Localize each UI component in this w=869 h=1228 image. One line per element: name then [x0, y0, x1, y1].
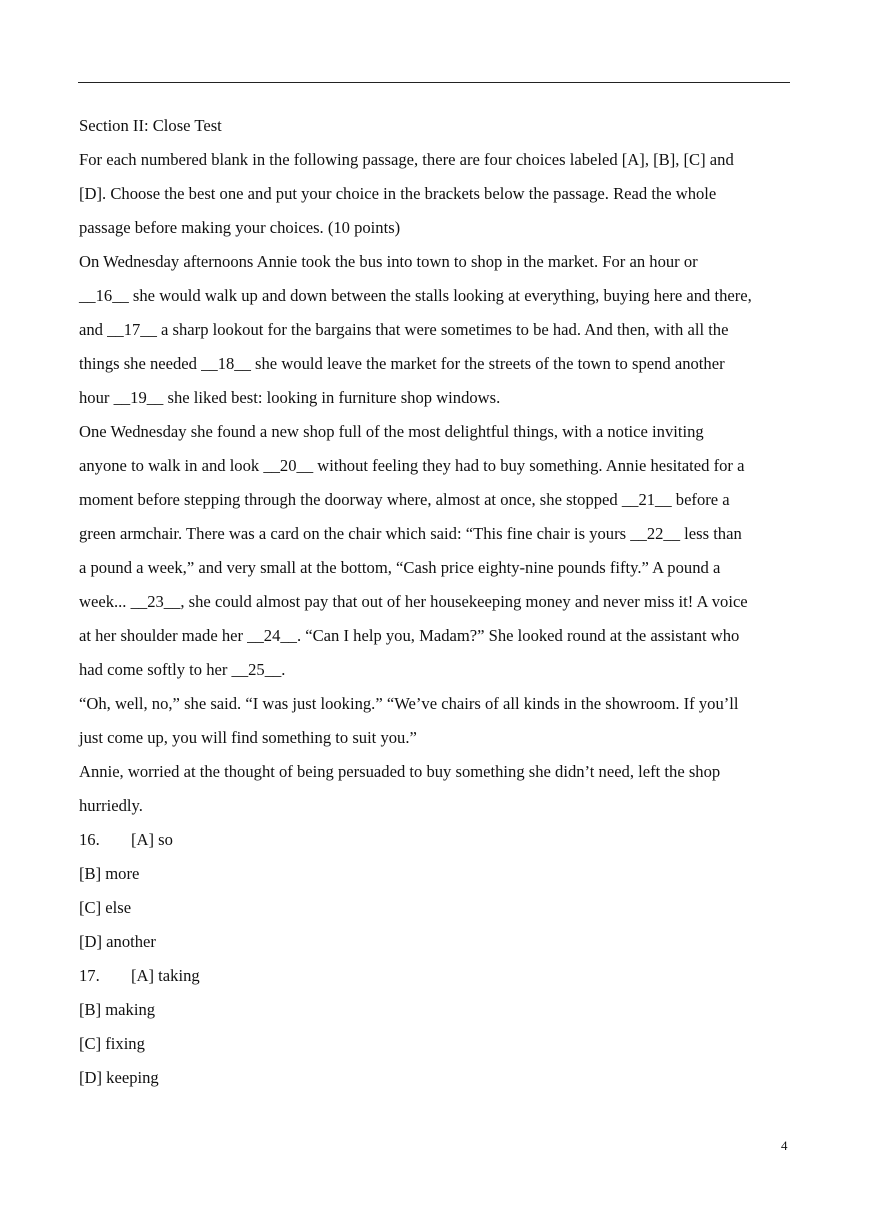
passage-line: One Wednesday she found a new shop full of the most delightful things, with a notice inviting — [79, 422, 704, 441]
passage-line: “Oh, well, no,” she said. “I was just looking.” “We’ve chairs of all kinds in the showroom. If you’ll — [79, 694, 739, 713]
option-d: [D] another — [79, 932, 156, 951]
option-c: [C] fixing — [79, 1034, 145, 1053]
passage-line: anyone to walk in and look __20__ without feeling they had to buy something. Annie hesitated for a — [79, 456, 745, 475]
passage-line: hour __19__ she liked best: looking in furniture shop windows. — [79, 388, 501, 407]
question-17 — [79, 959, 791, 993]
option-d: [D] keeping — [79, 1068, 159, 1087]
option-a: [A] taking — [131, 966, 200, 985]
passage-line: had come softly to her __25__. — [79, 660, 286, 679]
option-a: [A] so — [131, 830, 173, 849]
header-rule — [78, 82, 790, 83]
page-content — [79, 109, 791, 1095]
passage-line: a pound a week,” and very small at the bottom, “Cash price eighty-nine pounds fifty.” A pound a — [79, 558, 721, 577]
instructions-line: passage before making your choices. (10 points) — [79, 218, 401, 237]
passage-line: Annie, worried at the thought of being persuaded to buy something she didn’t need, left the shop — [79, 762, 721, 781]
passage-line: and __17__ a sharp lookout for the bargains that were sometimes to be had. And then, with all the — [79, 320, 729, 339]
question-number: 16. — [79, 830, 100, 849]
option-b: [B] making — [79, 1000, 156, 1019]
option-c: [C] else — [79, 898, 132, 917]
passage-line: week... __23__, she could almost pay that out of her housekeeping money and never miss it! A voice — [79, 592, 748, 611]
instructions-line: For each numbered blank in the following passage, there are four choices labeled [A], [B], [C] and — [79, 150, 734, 169]
instructions-line: [D]. Choose the best one and put your choice in the brackets below the passage. Read the whole — [79, 184, 717, 203]
page-number: 4 — [781, 1138, 788, 1153]
passage-line: green armchair. There was a card on the chair which said: “This fine chair is yours __22__ less than — [79, 524, 742, 543]
question-16 — [79, 823, 791, 857]
passage-line: hurriedly. — [79, 796, 143, 815]
passage-line: On Wednesday afternoons Annie took the bus into town to shop in the market. For an hour or — [79, 252, 698, 271]
passage-line: just come up, you will find something to suit you.” — [79, 728, 417, 747]
passage-line: moment before stepping through the doorway where, almost at once, she stopped __21__ before a — [79, 490, 730, 509]
question-number: 17. — [79, 966, 100, 985]
section-title: Section II: Close Test — [79, 116, 222, 135]
passage-line: at her shoulder made her __24__. “Can I help you, Madam?” She looked round at the assistant who — [79, 626, 740, 645]
passage-line: things she needed __18__ she would leave the market for the streets of the town to spend another — [79, 354, 725, 373]
option-b: [B] more — [79, 864, 140, 883]
passage-line: __16__ she would walk up and down between the stalls looking at everything, buying here and there, — [79, 286, 752, 305]
